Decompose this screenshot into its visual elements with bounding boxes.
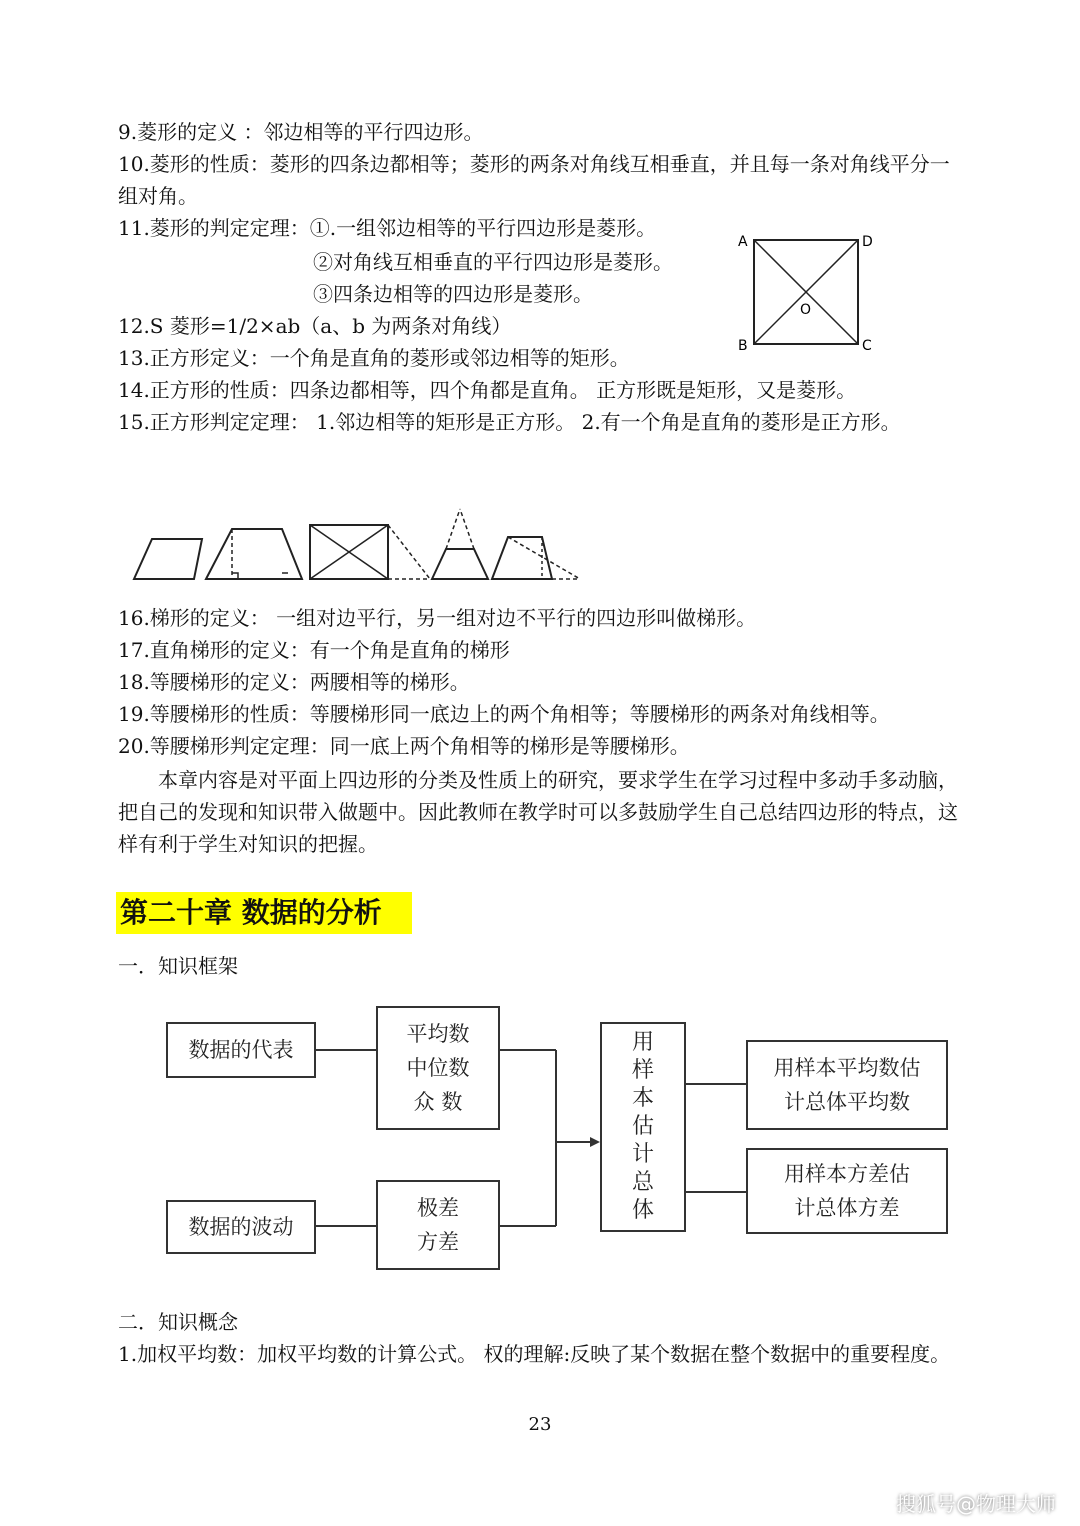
measure-mode: 众 数 bbox=[413, 1090, 463, 1114]
line-10: 10.菱形的性质：菱形的四条边都相等；菱形的两条对角线互相垂直，并且每一条对角线平分一组对角。 bbox=[118, 152, 950, 208]
variance-estimate-line-1: 用样本方差估 bbox=[784, 1162, 910, 1186]
section-concepts-heading: 二．知识概念 bbox=[118, 1310, 238, 1334]
line-12: 12.S 菱形=1/2×ab（a、b 为两条对角线） bbox=[118, 314, 512, 338]
line-concept-1: 1.加权平均数：加权平均数的计算公式。 权的理解:反映了某个数据在整个数据中的重要程度。 bbox=[118, 1342, 951, 1366]
box-data-representative-label: 数据的代表 bbox=[188, 1038, 294, 1062]
chapter-title: 第二十章 数据的分析 bbox=[116, 892, 412, 934]
line-18: 18.等腰梯形的定义：两腰相等的梯形。 bbox=[118, 670, 470, 694]
measure-variance: 方差 bbox=[417, 1230, 459, 1254]
center-o-label: O bbox=[800, 302, 812, 318]
line-13: 13.正方形定义：一个角是直角的菱形或邻边相等的矩形。 bbox=[118, 346, 630, 370]
line-11a: 11.菱形的判定定理：①.一组邻边相等的平行四边形是菱形。 bbox=[118, 216, 657, 240]
measure-mean: 平均数 bbox=[406, 1022, 470, 1046]
measure-median: 中位数 bbox=[406, 1056, 470, 1080]
box-mean-estimate bbox=[746, 1040, 948, 1130]
line-11c: ③四条边相等的四边形是菱形。 bbox=[313, 282, 593, 306]
vertex-a-label: A bbox=[738, 234, 748, 250]
line-9: 9.菱形的定义 ：邻边相等的平行四边形。 bbox=[118, 120, 484, 144]
line-15: 15.正方形判定定理： 1.邻边相等的矩形是正方形。 2.有一个角是直角的菱形是正方形。 bbox=[118, 410, 901, 434]
box-sample-estimates-population-label: 用样本估计总体 bbox=[631, 1030, 654, 1223]
box-central-measures bbox=[376, 1006, 500, 1130]
measure-range: 极差 bbox=[417, 1196, 459, 1220]
page-number: 23 bbox=[528, 1414, 552, 1435]
line-19: 19.等腰梯形的性质：等腰梯形同一底边上的两个角相等；等腰梯形的两条对角线相等。 bbox=[118, 702, 890, 726]
section-framework-heading: 一．知识框架 bbox=[118, 954, 238, 978]
box-sample-estimates-population bbox=[600, 1022, 686, 1232]
vertex-b-label: B bbox=[738, 338, 748, 354]
line-11b: ②对角线互相垂直的平行四边形是菱形。 bbox=[313, 250, 673, 274]
watermark: 搜狐号@物理大师 bbox=[896, 1492, 1056, 1516]
line-20: 20.等腰梯形判定定理：同一底上两个角相等的梯形是等腰梯形。 bbox=[118, 734, 690, 758]
vertex-d-label: D bbox=[862, 234, 873, 250]
summary-paragraph: 本章内容是对平面上四边形的分类及性质上的研究，要求学生在学习过程中多动手多动脑，把自己的发现和知识带入做题中。因此教师在教学时可以多鼓励学生自己总结四边形的特点，这样有利于学生对知识的把握。 bbox=[118, 768, 958, 856]
mean-estimate-line-2: 计总体平均数 bbox=[784, 1090, 910, 1114]
mean-estimate-line-1: 用样本平均数估 bbox=[773, 1056, 921, 1080]
box-data-fluctuation-label: 数据的波动 bbox=[188, 1215, 294, 1239]
box-spread-measures bbox=[376, 1180, 500, 1270]
line-14: 14.正方形的性质：四条边都相等，四个角都是直角。 正方形既是矩形，又是菱形。 bbox=[118, 378, 857, 402]
vertex-c-label: C bbox=[862, 338, 872, 354]
line-17: 17.直角梯形的定义：有一个角是直角的梯形 bbox=[118, 638, 510, 662]
variance-estimate-line-2: 计总体方差 bbox=[794, 1196, 900, 1220]
box-data-fluctuation bbox=[166, 1200, 316, 1254]
line-16: 16.梯形的定义： 一组对边平行，另一组对边不平行的四边形叫做梯形。 bbox=[118, 606, 757, 630]
box-variance-estimate bbox=[746, 1148, 948, 1234]
box-data-representative bbox=[166, 1022, 316, 1078]
